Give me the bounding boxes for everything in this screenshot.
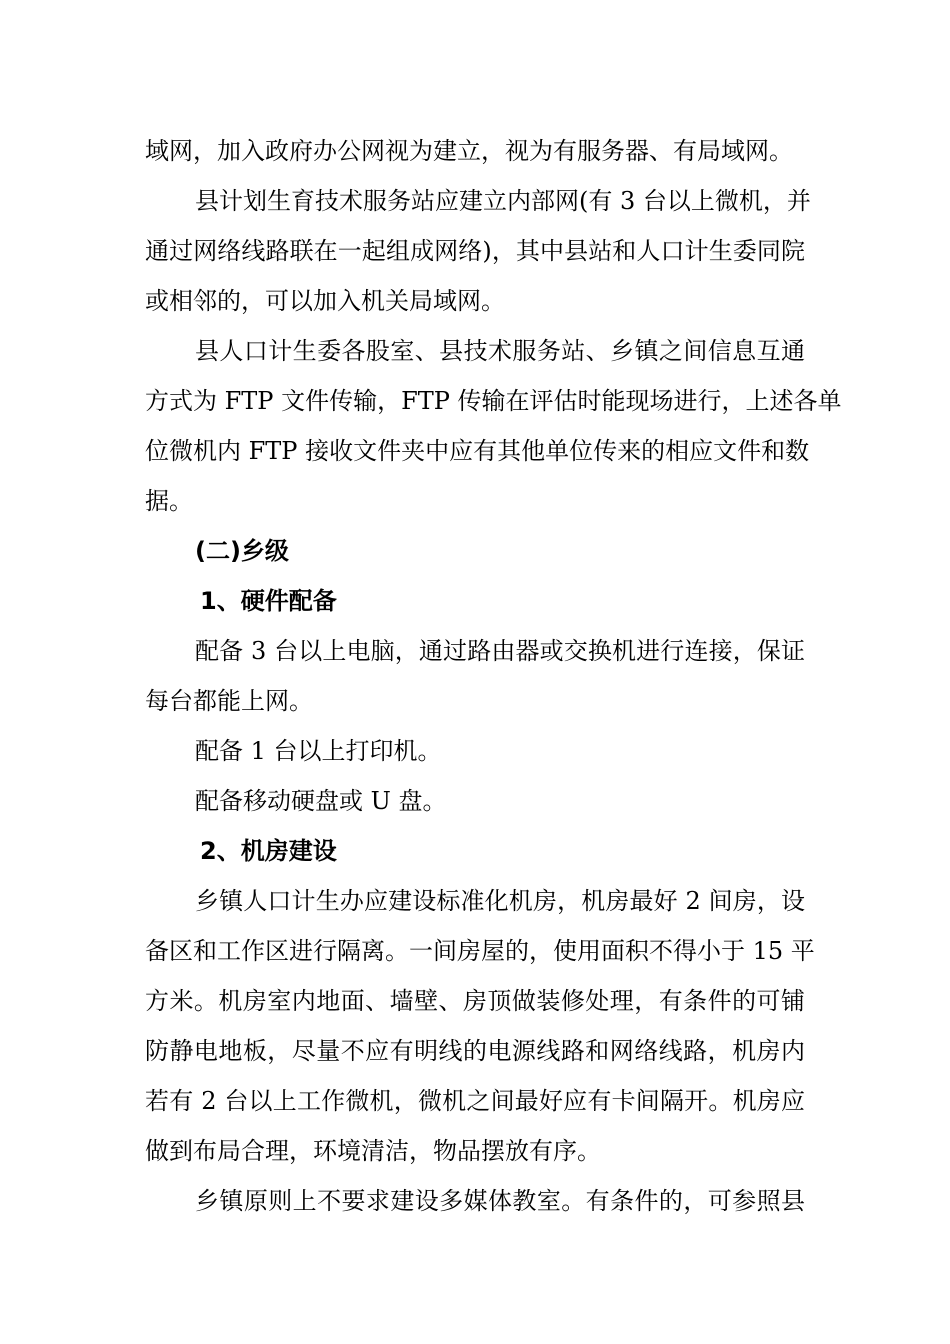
subsection-heading: 1、硬件配备 — [200, 587, 337, 615]
text-line: 配备 1 台以上打印机。 — [195, 737, 442, 765]
text-line: 方米。机房室内地面、墙壁、房顶做装修处理，有条件的可铺 — [145, 987, 805, 1015]
text-line: 据。 — [145, 487, 193, 515]
text-line: 配备 3 台以上电脑，通过路由器或交换机进行连接，保证 — [195, 637, 805, 665]
text-line: 备区和工作区进行隔离。一间房屋的，使用面积不得小于 15 平 — [145, 937, 815, 965]
section-heading: (二)乡级 — [195, 537, 289, 565]
text-line: 配备移动硬盘或 U 盘。 — [195, 787, 447, 815]
text-line: 做到布局合理，环境清洁，物品摆放有序。 — [145, 1137, 601, 1165]
text-line: 乡镇人口计生办应建设标准化机房，机房最好 2 间房，设 — [195, 887, 805, 915]
text-line: 乡镇原则上不要求建设多媒体教室。有条件的，可参照县 — [195, 1187, 805, 1215]
text-line: 域网，加入政府办公网视为建立，视为有服务器、有局域网。 — [145, 137, 793, 165]
text-line: 县计划生育技术服务站应建立内部网(有 3 台以上微机，并 — [195, 187, 811, 215]
text-line: 县人口计生委各股室、县技术服务站、乡镇之间信息互通 — [195, 337, 805, 365]
subsection-heading: 2、机房建设 — [200, 837, 337, 865]
text-line: 方式为 FTP 文件传输，FTP 传输在评估时能现场进行，上述各单 — [145, 387, 842, 415]
text-line: 每台都能上网。 — [145, 687, 313, 715]
text-line: 位微机内 FTP 接收文件夹中应有其他单位传来的相应文件和数 — [145, 437, 810, 465]
text-line: 防静电地板，尽量不应有明线的电源线路和网络线路，机房内 — [145, 1037, 805, 1065]
text-line: 通过网络线路联在一起组成网络)，其中县站和人口计生委同院 — [145, 237, 805, 265]
text-line: 或相邻的，可以加入机关局域网。 — [145, 287, 505, 315]
text-line: 若有 2 台以上工作微机，微机之间最好应有卡间隔开。机房应 — [145, 1087, 805, 1115]
